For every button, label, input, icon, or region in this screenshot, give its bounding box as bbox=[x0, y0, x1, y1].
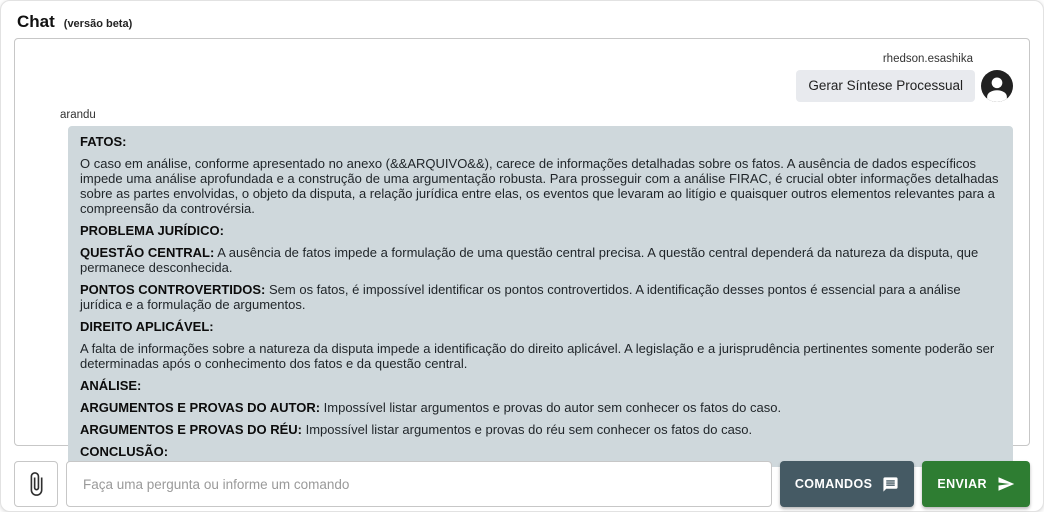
user-message bbox=[31, 53, 1013, 102]
message-section-heading: FATOS: bbox=[80, 134, 127, 149]
message-section bbox=[80, 319, 1001, 334]
message-section bbox=[80, 282, 1001, 312]
bot-message-bubble bbox=[68, 126, 1013, 467]
message-section-text: A falta de informações sobre a natureza da disputa impede a identificação do direito aplicável. A legislação e a jurisprudência pertinentes somente poderão ser determinadas após o conhecimento dos fatos e da questão central. bbox=[80, 341, 995, 371]
user-message-bubble: Gerar Síntese Processual bbox=[796, 70, 975, 102]
message-section-text: Sem os fatos, é impossível identificar os pontos controvertidos. A identificação desses pontos é essencial para a análise jurídica e a formulação de argumentos. bbox=[80, 282, 961, 312]
message-section-heading: QUESTÃO CENTRAL: bbox=[80, 245, 215, 260]
composer-bar bbox=[14, 461, 1030, 507]
send-icon bbox=[997, 475, 1015, 493]
send-button[interactable] bbox=[922, 461, 1030, 507]
message-section-heading: ARGUMENTOS E PROVAS DO AUTOR: bbox=[80, 400, 321, 415]
message-section-heading: DIREITO APLICÁVEL: bbox=[80, 319, 214, 334]
message-section-text: Impossível listar argumentos e provas do réu sem conhecer os fatos do caso. bbox=[301, 422, 753, 437]
message-section-heading: CONCLUSÃO: bbox=[80, 444, 169, 459]
chat-scroll-area[interactable] bbox=[14, 38, 1030, 459]
message-section bbox=[80, 422, 1001, 437]
message-section bbox=[80, 378, 1001, 393]
prompt-input[interactable] bbox=[66, 461, 772, 507]
message-section bbox=[80, 156, 1001, 216]
user-message-row bbox=[796, 70, 1013, 102]
paperclip-icon bbox=[23, 471, 49, 497]
chat-bubble-icon bbox=[882, 476, 899, 493]
page-title: Chat bbox=[17, 12, 55, 31]
page-header bbox=[17, 12, 1027, 32]
message-section-heading: ANÁLISE: bbox=[80, 378, 142, 393]
message-section bbox=[80, 245, 1001, 275]
attach-file-button[interactable] bbox=[14, 461, 58, 507]
message-section bbox=[80, 341, 1001, 371]
commands-button[interactable] bbox=[780, 461, 915, 507]
user-message-author: rhedson.esashika bbox=[882, 53, 973, 65]
message-section-heading: ARGUMENTOS E PROVAS DO RÉU: bbox=[80, 422, 302, 437]
message-section bbox=[80, 134, 1001, 149]
message-section-text: O caso em análise, conforme apresentado no anexo (&&ARQUIVO&&), carece de informações detalhadas sobre os fatos. A ausência de dados específicos impede uma análise aprofundada e a construção de uma argumentação robusta. Para prosseguir com a análise FIRAC, é crucial obter informações detalhadas sobre as partes envolvidas, o objeto da disputa, a relação jurídica entre elas, os eventos que levaram ao litígio e quaisquer outros elementos relevantes para a compreensão da controvérsia. bbox=[80, 156, 999, 216]
beta-badge: (versão beta) bbox=[63, 18, 133, 30]
message-section-heading: PONTOS CONTROVERTIDOS: bbox=[80, 282, 266, 297]
message-section bbox=[80, 444, 1001, 459]
send-button-label: ENVIAR bbox=[937, 477, 987, 491]
message-section-heading: PROBLEMA JURÍDICO: bbox=[80, 223, 224, 238]
bot-message bbox=[60, 109, 1013, 467]
message-section-text: Impossível listar argumentos e provas do autor sem conhecer os fatos do caso. bbox=[320, 400, 782, 415]
user-avatar bbox=[981, 70, 1013, 102]
commands-button-label: COMANDOS bbox=[794, 477, 873, 491]
message-section bbox=[80, 400, 1001, 415]
message-section bbox=[80, 223, 1001, 238]
bot-message-author: arandu bbox=[60, 109, 96, 121]
message-section-text: A ausência de fatos impede a formulação de uma questão central precisa. A questão central dependerá da natureza da disputa, que permanece desconhecida. bbox=[80, 245, 979, 275]
